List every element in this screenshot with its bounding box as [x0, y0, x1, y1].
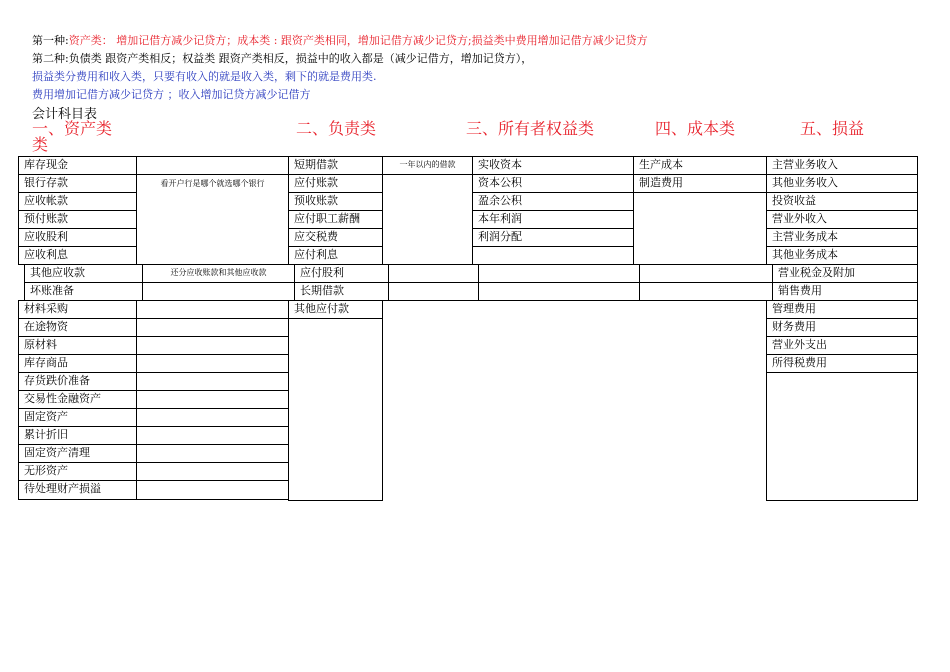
equity-blank-cell: [478, 264, 640, 283]
asset-note-cell: [136, 318, 289, 337]
equity-item: 实收资本: [472, 156, 634, 175]
asset-item: 银行存款: [18, 174, 137, 193]
asset-note-cell: [136, 462, 289, 481]
pl-item: 所得税费用: [766, 354, 918, 373]
asset-item: 在途物资: [18, 318, 137, 337]
asset-item: 坏账准备: [24, 282, 143, 301]
asset-note-cell: [136, 426, 289, 445]
page-title: 会计科目表: [32, 107, 98, 122]
asset-note-cell: [142, 282, 295, 301]
pl-item: 主营业务收入: [766, 156, 918, 175]
asset-item: 库存商品: [18, 354, 137, 373]
category-pl: 五、损益: [800, 119, 865, 138]
asset-item: 预付账款: [18, 210, 137, 229]
liability-item: 应付股利: [294, 264, 389, 283]
liability-blank-area: [288, 318, 383, 501]
pl-item: 投资收益: [766, 192, 918, 211]
note-line-1: [32, 34, 648, 48]
cost-item: 生产成本: [633, 156, 767, 175]
liability-item: 长期借款: [294, 282, 389, 301]
asset-item: 待处理财产损溢: [18, 480, 137, 500]
asset-item: 材料采购: [18, 300, 137, 319]
category-cost: 四、成本类: [655, 119, 736, 138]
cost-item: 制造费用: [633, 174, 767, 193]
asset-item: 固定资产: [18, 408, 137, 427]
asset-note-cell: [136, 300, 289, 319]
note-line-4: 费用增加记借方减少记贷方 ；收入增加记贷方减少记借方: [32, 88, 311, 101]
pl-item: 其他业务成本: [766, 246, 918, 265]
equity-blank-cell: [472, 246, 634, 265]
asset-note-bank: 看开户行是哪个就选哪个银行: [136, 174, 289, 265]
asset-note-cell: [136, 354, 289, 373]
asset-item: 应收利息: [18, 246, 137, 265]
asset-item: 无形资产: [18, 462, 137, 481]
asset-note-cell: [136, 444, 289, 463]
asset-item: 应收股利: [18, 228, 137, 247]
equity-item: 利润分配: [472, 228, 634, 247]
pl-item: 管理费用: [766, 300, 918, 319]
category-pl-suffix: 类: [32, 135, 49, 154]
equity-blank-cell: [478, 282, 640, 301]
pl-item: 营业外收入: [766, 210, 918, 229]
pl-item: 财务费用: [766, 318, 918, 337]
liability-item: 应交税费: [288, 228, 383, 247]
pl-item: 其他业务收入: [766, 174, 918, 193]
liability-note-cell: [388, 282, 479, 301]
equity-item: 本年利润: [472, 210, 634, 229]
note-line-3: 损益类分费用和收入类，只要有收入的就是收入类，剩下的就是费用类.: [32, 70, 377, 83]
liability-item: 预收账款: [288, 192, 383, 211]
liability-item: 应付职工薪酬: [288, 210, 383, 229]
asset-item: 存货跌价准备: [18, 372, 137, 391]
liability-note-cell: [388, 264, 479, 283]
asset-item: 库存现金: [18, 156, 137, 175]
category-assets: 一、资产类: [32, 119, 113, 138]
asset-item: 应收帐款: [18, 192, 137, 211]
asset-note-cell: [136, 372, 289, 391]
asset-item: 交易性金融资产: [18, 390, 137, 409]
category-equity: 三、所有者权益类: [466, 119, 595, 138]
cost-blank-cell: [639, 282, 773, 301]
cost-blank-area: [633, 192, 767, 265]
asset-note-cell: [136, 408, 289, 427]
category-liabilities: 二、负责类: [296, 119, 377, 138]
liability-item: 应付账款: [288, 174, 383, 193]
pl-item: 营业外支出: [766, 336, 918, 355]
asset-note-cell: [136, 480, 289, 500]
liability-note-cell: [382, 174, 473, 265]
asset-item: 原材料: [18, 336, 137, 355]
pl-item: 营业税金及附加: [772, 264, 918, 283]
liability-item: 应付利息: [288, 246, 383, 265]
note-line-1-prefix: 第一种:: [32, 34, 69, 47]
asset-item: 固定资产清理: [18, 444, 137, 463]
liability-item: 短期借款: [288, 156, 383, 175]
asset-item: 其他应收款: [24, 264, 143, 283]
note-line-1-text: 资产类： 增加记借方减少记贷方；成本类 : 跟资产类相同，增加记借方减少记贷方;损益类中费用增加记借方减少记贷方: [68, 34, 648, 47]
pl-item: 主营业务成本: [766, 228, 918, 247]
cost-blank-cell: [639, 264, 773, 283]
liability-item: 其他应付款: [288, 300, 383, 319]
equity-item: 盈余公积: [472, 192, 634, 211]
equity-item: 资本公积: [472, 174, 634, 193]
pl-blank-area: [766, 372, 918, 501]
asset-note-cell: [136, 156, 289, 175]
asset-note-cell: [136, 390, 289, 409]
note-line-2: 第二种:负债类 跟资产类相反；权益类 跟资产类相反，损益中的收入都是（减少记借方，增加记贷方），: [32, 52, 533, 65]
pl-item: 销售费用: [772, 282, 918, 301]
liability-note-short: 一年以内的借款: [382, 156, 473, 175]
asset-item: 累计折旧: [18, 426, 137, 445]
asset-note-other: 还分应收账款和其他应收款: [142, 264, 295, 283]
asset-note-cell: [136, 336, 289, 355]
